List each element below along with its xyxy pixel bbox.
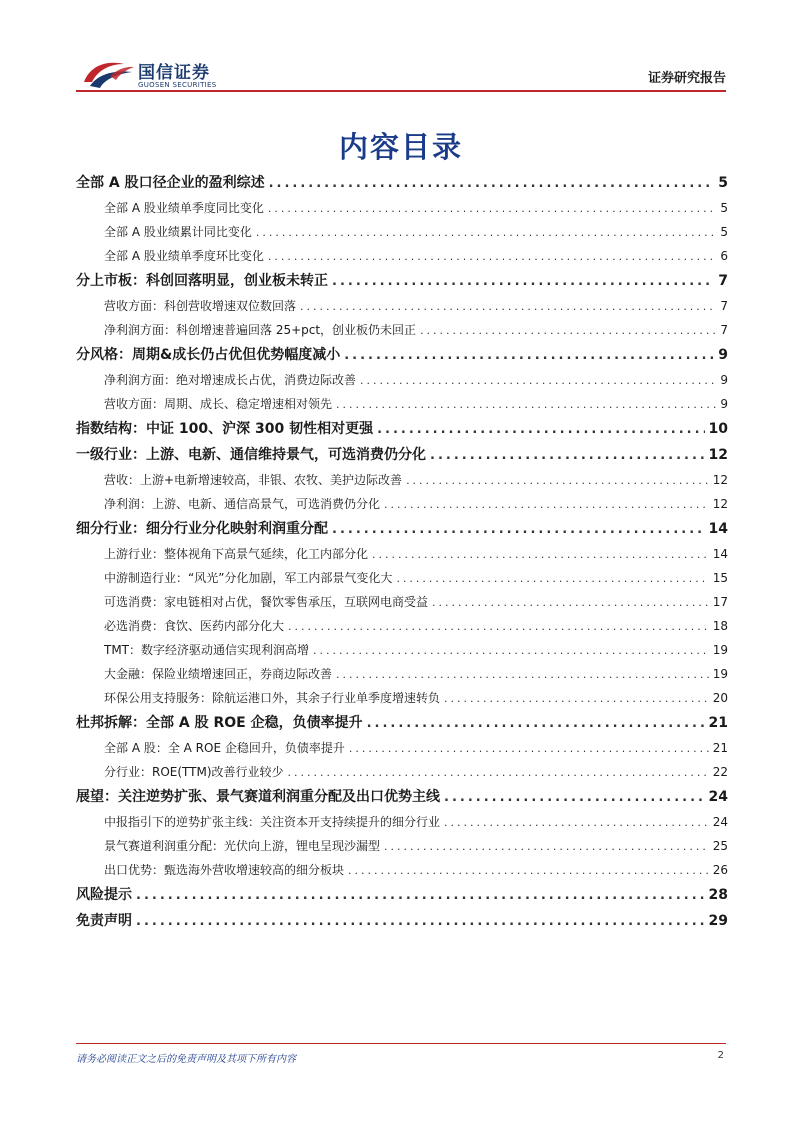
toc-subsection-entry[interactable] (76, 686, 728, 710)
toc-leader-dots (336, 393, 716, 417)
toc-section-entry[interactable] (76, 710, 728, 736)
toc-entry-title: 净利润方面：科创增速普遍回落 25+pct，创业板仍未回正 (104, 323, 417, 337)
toc-entry-title: 全部 A 股口径企业的盈利综述 (76, 175, 265, 191)
toc-section-entry[interactable] (76, 268, 728, 294)
toc-subsection-entry[interactable] (76, 294, 728, 318)
toc-section-entry[interactable] (76, 342, 728, 368)
toc-entry-page: 9 (720, 397, 728, 411)
toc-leader-dots (432, 591, 709, 615)
toc-entry-title: 环保公用支持服务：除航运港口外，其余子行业单季度增速转负 (104, 691, 441, 705)
toc-entry-title: 风险提示 (76, 887, 132, 903)
toc-leader-dots (372, 543, 709, 567)
toc-entry-page: 15 (712, 571, 728, 585)
toc-entry-title: TMT：数字经济驱动通信实现利润高增 (104, 643, 310, 657)
toc-leader-dots (288, 615, 709, 639)
toc-entry-title: 细分行业：细分行业分化映射利润重分配 (76, 521, 328, 537)
toc-leader-dots (430, 443, 705, 469)
toc-entry-page: 7 (718, 273, 728, 289)
toc-leader-dots (360, 369, 716, 393)
toc-leader-dots (406, 469, 709, 493)
toc-entry-title: 全部 A 股业绩累计同比变化 (104, 225, 252, 239)
toc-entry-page: 28 (708, 887, 728, 903)
toc-entry-title: 全部 A 股业绩单季度环比变化 (104, 249, 264, 263)
toc-leader-dots (444, 811, 709, 835)
toc-entry-title: 分上市板：科创回落明显，创业板未转正 (76, 273, 328, 289)
toc-entry-page: 24 (712, 815, 728, 829)
toc-entry-title: 中报指引下的逆势扩张主线：关注资本开支持续提升的细分行业 (104, 815, 441, 829)
toc-leader-dots (396, 567, 708, 591)
toc-leader-dots (332, 517, 705, 543)
toc-section-entry[interactable] (76, 170, 728, 196)
page-header (0, 0, 802, 100)
toc-entry-page: 5 (720, 201, 728, 215)
toc-subsection-entry[interactable] (76, 614, 728, 638)
toc-entry-page: 14 (712, 547, 728, 561)
toc-entry-page: 21 (712, 741, 728, 755)
toc-entry-page: 7 (720, 299, 728, 313)
toc-entry-page: 9 (720, 373, 728, 387)
toc-entry-title: 营收方面：科创营收增速双位数回落 (104, 299, 297, 313)
toc-subsection-entry[interactable] (76, 566, 728, 590)
toc-entry-page: 9 (718, 347, 728, 363)
toc-leader-dots (136, 883, 705, 909)
toc-section-entry[interactable] (76, 882, 728, 908)
logo-mark-icon (80, 56, 136, 90)
toc-subsection-entry[interactable] (76, 834, 728, 858)
toc-entry-page: 29 (708, 913, 728, 929)
toc-subsection-entry[interactable] (76, 368, 728, 392)
toc-entry-title: 营收方面：周期、成长、稳定增速相对领先 (104, 397, 333, 411)
toc-entry-title: 净利润：上游、电新、通信高景气，可选消费仍分化 (104, 497, 381, 511)
toc-leader-dots (444, 785, 705, 811)
toc-entry-page: 20 (712, 691, 728, 705)
toc-entry-title: 全部 A 股：全 A ROE 企稳回升，负债率提升 (104, 741, 345, 755)
company-logo (80, 54, 230, 94)
toc-subsection-entry[interactable] (76, 810, 728, 834)
toc-entry-title: 净利润方面：绝对增速成长占优，消费边际改善 (104, 373, 357, 387)
toc-entry-page: 18 (712, 619, 728, 633)
page-number: 2 (717, 1050, 724, 1061)
toc-entry-page: 12 (712, 497, 728, 511)
report-type-label: 证券研究报告 (647, 71, 726, 86)
toc-leader-dots (384, 493, 709, 517)
toc-leader-dots (420, 319, 716, 343)
toc-entry-title: 杜邦拆解：全部 A 股 ROE 企稳，负债率提升 (76, 715, 363, 731)
table-of-contents (76, 170, 728, 934)
footer-divider (76, 1043, 726, 1044)
toc-leader-dots (384, 835, 709, 859)
toc-leader-dots (349, 737, 709, 761)
toc-entry-page: 14 (708, 521, 728, 537)
toc-section-entry[interactable] (76, 442, 728, 468)
toc-subsection-entry[interactable] (76, 590, 728, 614)
toc-subsection-entry[interactable] (76, 858, 728, 882)
toc-section-entry[interactable] (76, 516, 728, 542)
toc-entry-title: 一级行业：上游、电新、通信维持景气，可选消费仍分化 (76, 447, 426, 463)
toc-subsection-entry[interactable] (76, 196, 728, 220)
toc-subsection-entry[interactable] (76, 736, 728, 760)
toc-leader-dots (268, 245, 717, 269)
toc-entry-title: 展望：关注逆势扩张、景气赛道利润重分配及出口优势主线 (76, 789, 440, 805)
toc-leader-dots (269, 171, 715, 197)
toc-leader-dots (313, 639, 709, 663)
page-title: 内容目录 (338, 130, 463, 164)
toc-entry-title: 上游行业：整体视角下高景气延续，化工内部分化 (104, 547, 369, 561)
toc-entry-page: 5 (718, 175, 728, 191)
toc-subsection-entry[interactable] (76, 392, 728, 416)
toc-entry-title: 出口优势：甄选海外营收增速较高的细分板块 (104, 863, 345, 877)
header-divider (76, 90, 726, 92)
toc-leader-dots (288, 761, 709, 785)
toc-subsection-entry[interactable] (76, 244, 728, 268)
toc-subsection-entry[interactable] (76, 492, 728, 516)
toc-leader-dots (377, 417, 704, 443)
toc-subsection-entry[interactable] (76, 760, 728, 784)
toc-entry-page: 26 (712, 863, 728, 877)
toc-entry-page: 17 (712, 595, 728, 609)
toc-entry-page: 19 (712, 667, 728, 681)
toc-subsection-entry[interactable] (76, 468, 728, 492)
toc-entry-page: 5 (720, 225, 728, 239)
toc-leader-dots (332, 269, 714, 295)
toc-entry-title: 指数结构：中证 100、沪深 300 韧性相对更强 (76, 421, 374, 437)
toc-entry-page: 7 (720, 323, 728, 337)
toc-entry-page: 12 (712, 473, 728, 487)
toc-section-entry[interactable] (76, 416, 728, 442)
toc-entry-page: 22 (712, 765, 728, 779)
toc-subsection-entry[interactable] (76, 662, 728, 686)
toc-entry-title: 必选消费：食饮、医药内部分化大 (104, 619, 285, 633)
toc-leader-dots (367, 711, 705, 737)
toc-entry-title: 免责声明 (76, 913, 132, 929)
toc-leader-dots (136, 909, 705, 935)
toc-subsection-entry[interactable] (76, 638, 728, 662)
toc-leader-dots (300, 295, 716, 319)
logo-text-cn: 国信证券 (138, 63, 210, 83)
toc-leader-dots (344, 343, 714, 369)
toc-entry-title: 全部 A 股业绩单季度同比变化 (104, 201, 264, 215)
toc-subsection-entry[interactable] (76, 542, 728, 566)
toc-entry-page: 10 (708, 421, 728, 437)
toc-leader-dots (444, 687, 709, 711)
toc-subsection-entry[interactable] (76, 220, 728, 244)
toc-entry-title: 中游制造行业：“风光”分化加剧，军工内部景气变化大 (104, 571, 393, 585)
toc-entry-title: 分行业：ROE(TTM)改善行业较少 (104, 765, 284, 779)
logo-text-en: GUOSEN SECURITIES (138, 81, 217, 89)
toc-entry-page: 25 (712, 839, 728, 853)
toc-subsection-entry[interactable] (76, 318, 728, 342)
toc-entry-title: 大金融：保险业绩增速回正，券商边际改善 (104, 667, 333, 681)
toc-leader-dots (256, 221, 717, 245)
toc-entry-title: 营收：上游+电新增速较高，非银、农牧、美护边际改善 (104, 473, 403, 487)
toc-leader-dots (348, 859, 709, 883)
toc-entry-title: 分风格：周期&成长仍占优但优势幅度减小 (76, 347, 341, 363)
toc-leader-dots (336, 663, 709, 687)
toc-entry-page: 21 (708, 715, 728, 731)
toc-entry-page: 6 (720, 249, 728, 263)
toc-entry-title: 景气赛道利润重分配：光伏向上游，锂电呈现沙漏型 (104, 839, 381, 853)
toc-entry-title: 可选消费：家电链相对占优，餐饮零售承压，互联网电商受益 (104, 595, 429, 609)
toc-leader-dots (268, 197, 717, 221)
toc-section-entry[interactable] (76, 784, 728, 810)
footer-disclaimer-note: 请务必阅读正文之后的免责声明及其项下所有内容 (76, 1054, 296, 1065)
toc-entry-page: 12 (708, 447, 728, 463)
toc-section-entry[interactable] (76, 908, 728, 934)
toc-entry-page: 19 (712, 643, 728, 657)
toc-entry-page: 24 (708, 789, 728, 805)
